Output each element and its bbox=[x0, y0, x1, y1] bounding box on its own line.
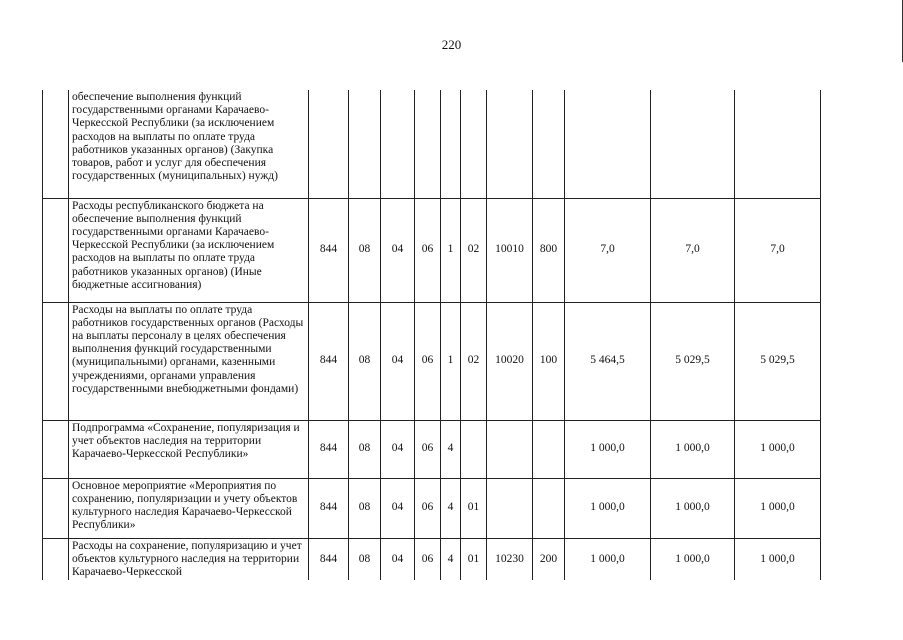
budget-table bbox=[42, 90, 821, 580]
cell-program: 06 bbox=[415, 302, 441, 420]
cell-event bbox=[461, 90, 487, 198]
cell-section bbox=[349, 90, 381, 198]
cell-amount-1: 7,0 bbox=[565, 198, 651, 302]
row-description: Расходы на выплаты по оплате труда работников государственных органов (Расходы на выплаты персоналу в целях обеспечения выполнения функций государственными (муниципальными) органами, казенными учреждениями, органами управления государственными внебюджетными фондами) bbox=[69, 302, 309, 420]
cell-amount-1: 1 000,0 bbox=[565, 420, 651, 478]
cell-direction bbox=[487, 90, 533, 198]
cell-event: 02 bbox=[461, 302, 487, 420]
cell-subsection: 04 bbox=[381, 420, 415, 478]
cell-expense-type: 800 bbox=[533, 198, 565, 302]
cell-program: 06 bbox=[415, 478, 441, 538]
cell-program: 06 bbox=[415, 420, 441, 478]
cell-amount-2 bbox=[651, 90, 735, 198]
row-marker-cell bbox=[43, 420, 69, 478]
cell-subsection: 04 bbox=[381, 198, 415, 302]
cell-program bbox=[415, 90, 441, 198]
cell-amount-2: 1 000,0 bbox=[651, 420, 735, 478]
cell-subprogram: 4 bbox=[441, 538, 461, 580]
row-description: Расходы республиканского бюджета на обеспечение выполнения функций государственными органами Карачаево-Черкесской Республики (за исключением расходов на выплаты по оплате труда работников указанных органов) (Иные бюджетные ассигнования) bbox=[69, 198, 309, 302]
row-description: Подпрограмма «Сохранение, популяризация и учет объектов наследия на территории Карачаево-Черкесской Республики» bbox=[69, 420, 309, 478]
cell-expense-type bbox=[533, 420, 565, 478]
table-row bbox=[43, 198, 821, 302]
cell-code: 844 bbox=[309, 198, 349, 302]
cell-subprogram: 4 bbox=[441, 420, 461, 478]
cell-section: 08 bbox=[349, 198, 381, 302]
cell-code: 844 bbox=[309, 302, 349, 420]
row-marker-cell bbox=[43, 302, 69, 420]
cell-amount-3: 1 000,0 bbox=[735, 478, 821, 538]
cell-amount-2: 1 000,0 bbox=[651, 538, 735, 580]
page-number: 220 bbox=[441, 37, 462, 52]
cell-section: 08 bbox=[349, 478, 381, 538]
cell-direction bbox=[487, 478, 533, 538]
cell-subsection bbox=[381, 90, 415, 198]
table-row bbox=[43, 90, 821, 198]
cell-subprogram bbox=[441, 90, 461, 198]
cell-amount-2: 1 000,0 bbox=[651, 478, 735, 538]
cell-event: 02 bbox=[461, 198, 487, 302]
cell-code: 844 bbox=[309, 420, 349, 478]
cell-event: 01 bbox=[461, 538, 487, 580]
row-marker-cell bbox=[43, 538, 69, 580]
cell-code bbox=[309, 90, 349, 198]
cell-amount-2: 5 029,5 bbox=[651, 302, 735, 420]
cell-subprogram: 4 bbox=[441, 478, 461, 538]
cell-event: 01 bbox=[461, 478, 487, 538]
cell-subprogram: 1 bbox=[441, 198, 461, 302]
cell-event bbox=[461, 420, 487, 478]
cell-code: 844 bbox=[309, 538, 349, 580]
cell-subsection: 04 bbox=[381, 302, 415, 420]
cell-amount-3 bbox=[735, 90, 821, 198]
table-row bbox=[43, 420, 821, 478]
cell-amount-1: 1 000,0 bbox=[565, 478, 651, 538]
cell-amount-1 bbox=[565, 90, 651, 198]
cell-program: 06 bbox=[415, 538, 441, 580]
cell-amount-2: 7,0 bbox=[651, 198, 735, 302]
cell-expense-type bbox=[533, 90, 565, 198]
cell-direction: 10230 bbox=[487, 538, 533, 580]
cell-amount-3: 1 000,0 bbox=[735, 420, 821, 478]
table-row bbox=[43, 478, 821, 538]
cell-subsection: 04 bbox=[381, 478, 415, 538]
row-marker-cell bbox=[43, 198, 69, 302]
cell-section: 08 bbox=[349, 538, 381, 580]
row-marker-cell bbox=[43, 478, 69, 538]
cell-subprogram: 1 bbox=[441, 302, 461, 420]
cell-expense-type bbox=[533, 478, 565, 538]
table-row bbox=[43, 538, 821, 580]
row-description: Основное мероприятие «Мероприятия по сохранению, популяризации и учету объектов культурного наследия Карачаево-Черкесской Республики» bbox=[69, 478, 309, 538]
row-description: Расходы на сохранение, популяризацию и учет объектов культурного наследия на территории Карачаево-Черкесской bbox=[69, 538, 309, 580]
cell-amount-3: 7,0 bbox=[735, 198, 821, 302]
cell-direction: 10010 bbox=[487, 198, 533, 302]
row-description: обеспечение выполнения функций государственными органами Карачаево-Черкесской Республики (за исключением расходов на выплаты по оплате труда работников указанных органов) (Закупка товаров, работ и услуг для обеспечения государственных (муниципальных) нужд) bbox=[69, 90, 309, 198]
cell-amount-3: 5 029,5 bbox=[735, 302, 821, 420]
cell-section: 08 bbox=[349, 420, 381, 478]
row-marker-cell bbox=[43, 90, 69, 198]
cell-direction: 10020 bbox=[487, 302, 533, 420]
cell-program: 06 bbox=[415, 198, 441, 302]
table-row bbox=[43, 302, 821, 420]
cell-expense-type: 200 bbox=[533, 538, 565, 580]
cell-subsection: 04 bbox=[381, 538, 415, 580]
cell-expense-type: 100 bbox=[533, 302, 565, 420]
cell-section: 08 bbox=[349, 302, 381, 420]
cell-amount-1: 5 464,5 bbox=[565, 302, 651, 420]
cell-direction bbox=[487, 420, 533, 478]
cell-amount-1: 1 000,0 bbox=[565, 538, 651, 580]
cell-code: 844 bbox=[309, 478, 349, 538]
cell-amount-3: 1 000,0 bbox=[735, 538, 821, 580]
